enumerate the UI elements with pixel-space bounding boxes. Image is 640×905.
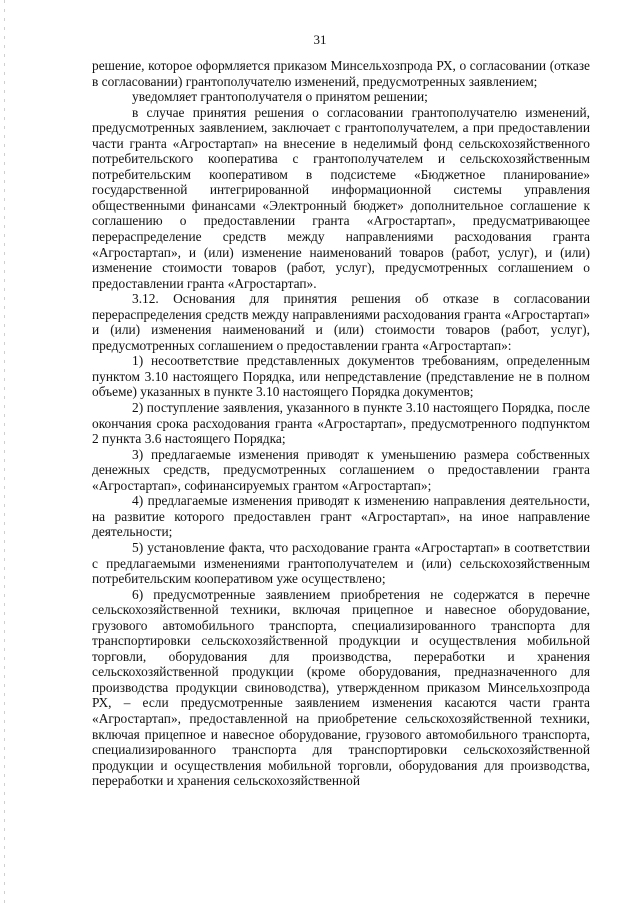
list-item-3: 3) предлагаемые изменения приводят к уменьшению размера собственных денежных средств, предусмотренных соглашением о предоставлении гранта «Агростартап», софинансируемых грантом «Агростартап»; xyxy=(92,446,590,493)
list-item-6: 6) предусмотренные заявлением приобретения не содержатся в перечне сельскохозяйственной техники, включая прицепное и навесное оборудование, грузового автомобильного транспорта, специализированного транспорта для транспортировки сельскохозяйственной продукции и осуществления мобильной торговли, оборудования для производства, переработки и хранения сельскохозяйственной продукции (кроме оборудования, предназначенного для производства продукции свиноводства), утвержденном приказом Минсельхозпрода РХ, – если предусмотренные заявлением изменения касаются части гранта «Агростартап», предоставленной на приобретение сельскохозяйственной техники, включая прицепное и навесное оборудование, грузового автомобильного транспорта, специализированного транспорта для транспортировки сельскохозяйственной продукции и осуществления мобильной торговли, оборудования для производства, переработки и хранения сельскохозяйственной xyxy=(92,586,590,789)
list-item-1: 1) несоответствие представленных документов требованиям, определенным пунктом 3.10 настоящего Порядка, или непредставление (представление не в полном объеме) указанных в пункте 3.10 настоящего Порядка документов; xyxy=(92,353,590,400)
list-item-4: 4) предлагаемые изменения приводят к изменению направления деятельности, на развитие которого предоставлен грант «Агростартап», на иное направление деятельности; xyxy=(92,493,590,540)
list-item-5: 5) установление факта, что расходование гранта «Агростартап» в соответствии с предлагаемыми изменениями грантополучателем и (или) сельскохозяйственным потребительским кооперативом уже осуществлено; xyxy=(92,539,590,587)
list-item-2: 2) поступление заявления, указанного в пункте 3.10 настоящего Порядка, после окончания срока расходования гранта «Агростартап», предусмотренного подпунктом 2 пункта 3.6 настоящего Порядка; xyxy=(92,400,590,447)
paragraph-notify: уведомляет грантополучателя о принятом решении; xyxy=(132,89,428,105)
paragraph-agreement: в случае принятия решения о согласовании грантополучателю изменений, предусмотренных заявлением, заключает с грантополучателем, а при предоставлении части гранта «Агростартап» на внесение в неделимый фонд сельскохозяйственного потребительского кооператива с грантополучателем и сельскохозяйственным потребительским кооперативом в подсистеме «Бюджетное планирование» государственной интегрированной информационной системы управления общественными финансами «Электронный бюджет» дополнительное соглашение к соглашению о предоставлении гранта «Агростартап», предусматривающее перераспределение средств между направлениями расходования гранта «Агростартап», и (или) изменение наименований товаров (работ, услуг), и (или) изменение стоимости товаров (работ, услуг), предусмотренных соглашением о предоставлении гранта «Агростартап». xyxy=(92,104,590,291)
paragraph-continuation: решение, которое оформляется приказом Минсельхозпрода РХ, о согласовании (отказе в согласовании) грантополучателю изменений, предусмотренных заявлением; xyxy=(92,58,590,89)
page-number: 31 xyxy=(313,32,327,47)
scan-edge-line xyxy=(4,0,5,905)
document-body xyxy=(92,58,590,789)
paragraph-3-12: 3.12. Основания для принятия решения об отказе в согласовании перераспределения средств между направлениями расходования гранта «Агростартап» и (или) изменения наименований и (или) стоимости товаров (работ, услуг), предусмотренных соглашением о предоставлении гранта «Агростартап»: xyxy=(92,291,590,353)
